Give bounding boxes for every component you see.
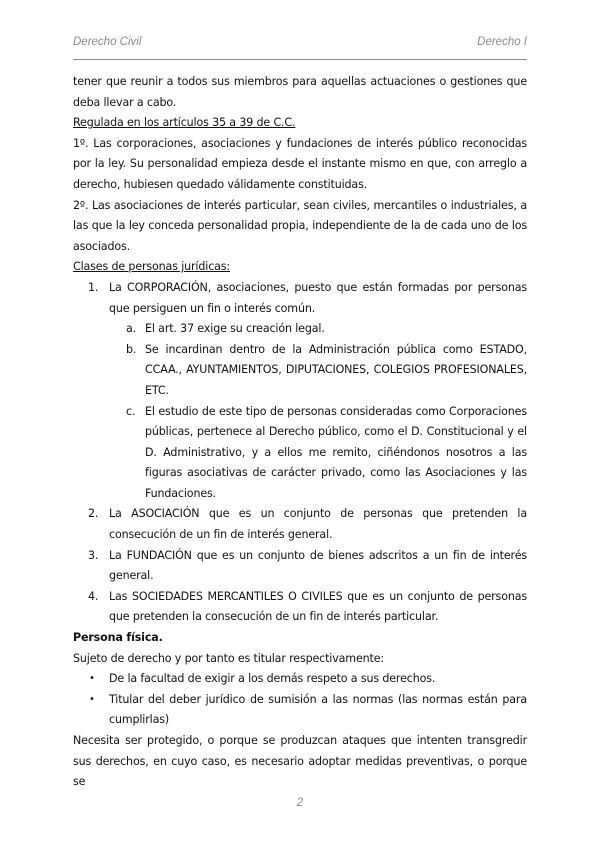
regulada-heading [73,113,527,134]
closing-paragraph: Necesita ser protegido, o porque se produzcan ataques que intenten transgredir sus derechos, en cuyo caso, es necesario adoptar medidas preventivas, o porque se [73,734,527,789]
page-header [73,36,527,52]
clases-heading-text: Clases de personas jurídicas: [73,260,231,274]
header-course: Derecho I [477,36,527,48]
persona-fisica-heading-text: Persona física. [73,631,163,645]
sublist-item-text: Se incardinan dentro de la Administración pública como ESTADO, CCAA., AYUNTAMIENTOS, DIPUTACIONES, COLEGIOS PROFESIONALES, ETC. [145,342,527,397]
corporacion-sublist [109,319,527,504]
list-item [73,546,527,587]
list-item-text: La CORPORACIÓN, asociaciones, puesto que están formadas por personas que persiguen un fin o interés común. [109,280,527,315]
intro-paragraph: tener que reunir a todos sus miembros para aquellas actuaciones o gestiones que deba llevar a cabo. [73,75,527,109]
bullet-item [73,669,527,690]
page-body [73,72,527,793]
bullet-icon: • [89,693,95,705]
header-divider [73,59,527,60]
bullet-item [73,690,527,731]
bullet-icon: • [89,673,95,685]
list-marker: 2. [88,507,99,521]
list-marker: 4. [88,589,99,603]
page-number: 2 [296,797,304,809]
list-item-text: La ASOCIACIÓN que es un conjunto de personas que pretenden la consecución de un fin de interés general. [109,507,527,542]
sublist-marker: a. [126,322,137,336]
list-marker: 1. [88,280,99,294]
paragraph-2: 2º. Las asociaciones de interés particular, sean civiles, mercantiles o industriales, a las que la ley conceda personalidad propia, independiente de la de cada uno de los asociados. [73,198,527,253]
sublist-item-text: El art. 37 exige su creación legal. [145,322,325,336]
persona-fisica-heading [73,628,527,649]
derechos-bullet-list [73,669,527,731]
list-item [73,504,527,545]
list-marker: 3. [88,548,99,562]
paragraph-1: 1º. Las corporaciones, asociaciones y fundaciones de interés público reconocidas por la ley. Su personalidad empieza desde el instante mismo en que, con arreglo a derecho, hubiesen quedado válidamente constituidas. [73,136,527,191]
clases-list [73,278,527,628]
bullet-text: Titular del deber jurídico de sumisión a las normas (las normas están para cumplirlas) [109,692,527,727]
list-item [73,278,527,505]
list-item-text: La FUNDACIÓN que es un conjunto de bienes adscritos a un fin de interés general. [109,548,527,583]
sublist-item-text: El estudio de este tipo de personas consideradas como Corporaciones públicas, pertenece al Derecho público, como el D. Constitucional y el D. Administrativo, y a ellos me remito, ciñéndonos nosotros a las figuras asociativas de carácter privado, como las Asociaciones y las Fundaciones. [145,404,527,500]
list-item [73,587,527,628]
sublist-item [109,402,527,505]
sujeto-paragraph: Sujeto de derecho y por tanto es titular respectivamente: [73,651,384,665]
header-subject: Derecho Civil [73,36,142,48]
list-item-text: Las SOCIEDADES MERCANTILES O CIVILES que es un conjunto de personas que pretenden la consecución de un fin de interés particular. [109,589,527,624]
bullet-text: De la facultad de exigir a los demás respeto a sus derechos. [109,672,436,686]
regulada-heading-text: Regulada en los artículos 35 a 39 de C.C. [73,116,296,130]
sublist-marker: c. [126,404,136,418]
sublist-item [109,319,527,340]
sublist-item [109,340,527,402]
clases-heading [73,257,527,278]
sublist-marker: b. [126,342,137,356]
